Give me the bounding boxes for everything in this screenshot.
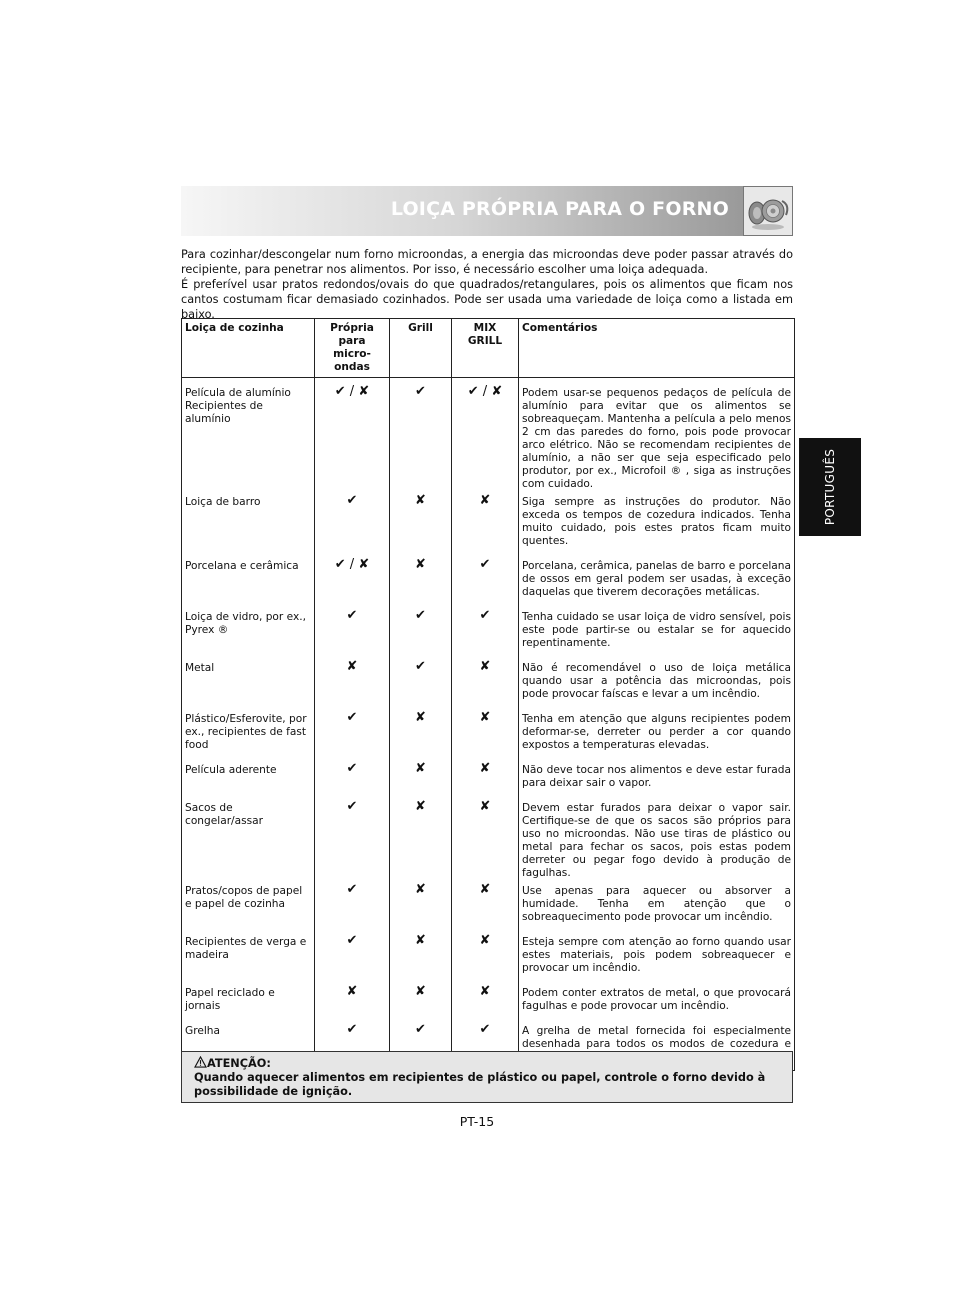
cookware-table xyxy=(181,318,795,1071)
grill-mark: ✔ xyxy=(390,378,452,492)
microwave-mark: ✔ xyxy=(315,1020,390,1070)
microwave-mark: ✘ xyxy=(315,657,390,708)
mix-grill-mark: ✘ xyxy=(452,708,519,759)
mix-grill-mark: ✘ xyxy=(452,982,519,1020)
table-row xyxy=(182,759,795,797)
warning-box xyxy=(181,1051,793,1103)
mix-grill-mark: ✔ xyxy=(452,555,519,606)
warning-triangle-icon xyxy=(194,1056,207,1068)
cookware-name: Loiça de barro xyxy=(182,491,315,555)
grill-mark: ✘ xyxy=(390,708,452,759)
comment-text: Use apenas para aquecer ou absorver a humidade. Tenha em atenção que o sobreaquecimento pode provocar um incêndio. xyxy=(519,880,795,931)
grill-mark: ✔ xyxy=(390,606,452,657)
grill-mark: ✘ xyxy=(390,759,452,797)
cookware-name: Recipientes de verga e madeira xyxy=(182,931,315,982)
cookware-name: Sacos de congelar/assar xyxy=(182,797,315,880)
comment-text: Não deve tocar nos alimentos e deve estar furada para deixar sair o vapor. xyxy=(519,759,795,797)
cookware-name: Plástico/Esferovite, por ex., recipientes de fast food xyxy=(182,708,315,759)
intro-paragraph-1: Para cozinhar/descongelar num forno microondas, a energia das microondas deve poder passar através do recipiente, para penetrar nos alimentos. Por isso, é necessário escolher uma loiça adequada. xyxy=(181,248,793,276)
intro-paragraph-2: É preferível usar pratos redondos/ovais do que quadrados/retangulares, pois os alimentos que ficam nos cantos costumam ficar demasiado cozinhados. Pode ser usada uma variedade de loiça como a listada em baixo. xyxy=(181,278,793,321)
intro-text xyxy=(181,247,793,322)
microwave-mark: ✔ xyxy=(315,491,390,555)
cookware-name: Papel reciclado e jornais xyxy=(182,982,315,1020)
microwave-mark: ✔ xyxy=(315,606,390,657)
microwave-mark: ✔ xyxy=(315,880,390,931)
mix-grill-mark: ✘ xyxy=(452,880,519,931)
comment-text: Não é recomendável o uso de loiça metálica quando usar a potência das microondas, pois pode provocar faíscas e levar a um incêndio. xyxy=(519,657,795,708)
mix-grill-mark: ✘ xyxy=(452,759,519,797)
cookware-icon xyxy=(743,186,793,236)
language-tab-label: PORTUGUÊS xyxy=(823,448,837,526)
grill-mark: ✘ xyxy=(390,555,452,606)
comment-text: Tenha cuidado se usar loiça de vidro sensível, pois este pode partir-se ou estalar se for aquecido repentinamente. xyxy=(519,606,795,657)
grill-mark: ✘ xyxy=(390,931,452,982)
mix-grill-mark: ✔ xyxy=(452,606,519,657)
warning-heading xyxy=(194,1056,780,1071)
warning-text: Quando aquecer alimentos em recipientes de plástico ou papel, controle o forno devido à possibilidade de ignição. xyxy=(194,1071,766,1098)
table-row xyxy=(182,555,795,606)
table-row xyxy=(182,880,795,931)
header-mix-grill: MIX GRILL xyxy=(452,319,519,378)
table-row xyxy=(182,797,795,880)
table-header-row xyxy=(182,319,795,378)
microwave-mark: ✔ / ✘ xyxy=(315,378,390,492)
cookware-name: Loiça de vidro, por ex., Pyrex ® xyxy=(182,606,315,657)
mix-grill-mark: ✔ xyxy=(452,1020,519,1070)
header-cookware: Loiça de cozinha xyxy=(182,319,315,378)
mix-grill-mark: ✘ xyxy=(452,931,519,982)
grill-mark: ✘ xyxy=(390,797,452,880)
cookware-name: Metal xyxy=(182,657,315,708)
mix-grill-mark: ✘ xyxy=(452,657,519,708)
table-row xyxy=(182,982,795,1020)
microwave-mark: ✔ / ✘ xyxy=(315,555,390,606)
comment-text: Devem estar furados para deixar o vapor sair. Certifique-se de que os sacos são próprios para uso no microondas. Não use tiras de plástico ou metal para fechar os sacos, pois estas podem derreter ou pegar fogo devido à produção de fagulhas. xyxy=(519,797,795,880)
table-row xyxy=(182,657,795,708)
mix-grill-mark: ✔ / ✘ xyxy=(452,378,519,492)
table-row xyxy=(182,708,795,759)
table-row xyxy=(182,931,795,982)
grill-mark: ✔ xyxy=(390,657,452,708)
table-row xyxy=(182,606,795,657)
section-title: LOIÇA PRÓPRIA PARA O FORNO xyxy=(390,198,729,220)
comment-text: Esteja sempre com atenção ao forno quando usar estes materiais, pois podem sobreaquecer e provocar um incêndio. xyxy=(519,931,795,982)
comment-text: A grelha de metal fornecida foi especialmente desenhada para todos os modos de cozedura e xyxy=(519,1020,795,1070)
cookware-name: Pratos/copos de papel e papel de cozinha xyxy=(182,880,315,931)
table-row xyxy=(182,491,795,555)
header-microwave: Própria para micro-ondas xyxy=(315,319,390,378)
mix-grill-mark: ✘ xyxy=(452,797,519,880)
cookware-name: Película aderente xyxy=(182,759,315,797)
grill-mark: ✘ xyxy=(390,982,452,1020)
comment-text: Podem usar-se pequenos pedaços de película de alumínio para evitar que os alimentos se sobreaqueçam. Mantenha a película a pelo menos 2 cm das paredes do forno, pois pode provocar arco elétrico. Não se recomendam recipientes de alumínio, a não ser que seja especificado pelo produtor, por ex., Microfoil ® , siga as instruções com cuidado. xyxy=(519,378,795,492)
microwave-mark: ✔ xyxy=(315,759,390,797)
grill-mark: ✘ xyxy=(390,491,452,555)
warning-title: ATENÇÃO: xyxy=(207,1057,271,1070)
comment-text: Siga sempre as instruções do produtor. Não exceda os tempos de cozedura indicados. Tenha muito cuidado, pois estes pratos ficam muito quentes. xyxy=(519,491,795,555)
microwave-mark: ✔ xyxy=(315,931,390,982)
grill-mark: ✘ xyxy=(390,880,452,931)
header-grill: Grill xyxy=(390,319,452,378)
language-tab xyxy=(799,438,861,536)
microwave-mark: ✔ xyxy=(315,797,390,880)
comment-text: Podem conter extratos de metal, o que provocará fagulhas e pode provocar um incêndio. xyxy=(519,982,795,1020)
microwave-mark: ✔ xyxy=(315,708,390,759)
microwave-mark: ✘ xyxy=(315,982,390,1020)
comment-text: Porcelana, cerâmica, panelas de barro e porcelana de ossos em geral podem ser usadas, à exceção daquelas que tiverem decorações metálicas. xyxy=(519,555,795,606)
cookware-name: Porcelana e cerâmica xyxy=(182,555,315,606)
cookware-name: Película de alumínio Recipientes de alumínio xyxy=(182,378,315,492)
page-number: PT-15 xyxy=(459,1114,495,1129)
section-header xyxy=(181,186,793,236)
mix-grill-mark: ✘ xyxy=(452,491,519,555)
table-row xyxy=(182,378,795,492)
header-comments: Comentários xyxy=(519,319,795,378)
grill-mark: ✔ xyxy=(390,1020,452,1070)
cookware-name: Grelha xyxy=(182,1020,315,1070)
comment-text: Tenha em atenção que alguns recipientes podem deformar-se, derreter ou perder a cor quando expostos a temperaturas elevadas. xyxy=(519,708,795,759)
